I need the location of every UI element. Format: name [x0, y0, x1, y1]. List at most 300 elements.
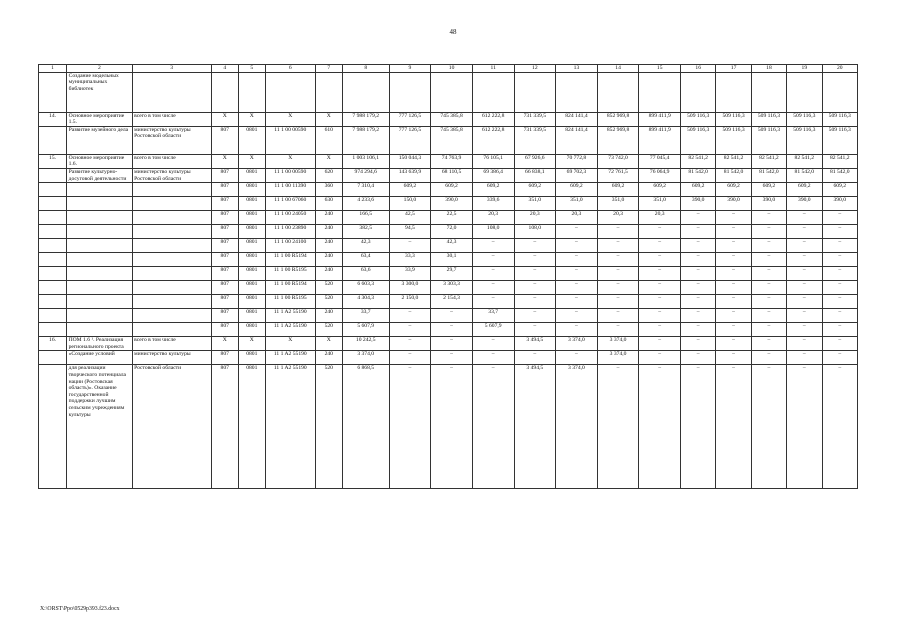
row-number-cell: 16. [39, 337, 67, 351]
year-amount-cell: 66 838,1 [514, 168, 556, 182]
year-amount-cell: – [822, 211, 858, 225]
total-amount-cell: 7 988 179,2 [342, 126, 389, 154]
year-amount-cell: – [389, 337, 431, 351]
code-expense-type-cell: 240 [315, 211, 342, 225]
year-amount-cell: 509 116,3 [751, 112, 786, 126]
executor-cell [132, 72, 211, 112]
year-amount-cell: – [472, 267, 514, 281]
executor-cell [132, 239, 211, 253]
total-amount-cell: 974 294,6 [342, 168, 389, 182]
year-amount-cell: 150 044,3 [389, 154, 431, 168]
code-expense-type-cell: 520 [315, 323, 342, 337]
year-amount-cell: 82 541,2 [751, 154, 786, 168]
total-amount-cell: 166,5 [342, 211, 389, 225]
code-section-cell: 0801 [238, 239, 265, 253]
year-amount-cell: 20,3 [639, 211, 681, 225]
row-number-cell [39, 126, 67, 154]
total-amount-cell: 7 310,4 [342, 183, 389, 197]
year-amount-cell: 72 761,5 [597, 168, 639, 182]
executor-cell: всего в том числе [132, 112, 211, 126]
column-number-cell: 11 [472, 65, 514, 73]
year-amount-cell: – [822, 295, 858, 309]
column-number-cell: 3 [132, 65, 211, 73]
year-amount-cell: 3 374,0 [556, 365, 598, 489]
code-grbs-cell: 807 [211, 126, 238, 154]
year-amount-cell: 509 116,3 [822, 112, 858, 126]
measure-name-cell [67, 323, 133, 337]
year-amount-cell: 609,2 [639, 183, 681, 197]
year-amount-cell: – [514, 267, 556, 281]
code-target-article-cell: X [265, 337, 315, 351]
column-number-cell: 13 [556, 65, 598, 73]
year-amount-cell: 3 494,5 [514, 337, 556, 351]
year-amount-cell: – [431, 309, 473, 323]
total-amount-cell: 42,3 [342, 239, 389, 253]
column-number-cell: 19 [787, 65, 822, 73]
year-amount-cell: 42,5 [389, 211, 431, 225]
code-target-article-cell: 11 1 A2 55190 [265, 365, 315, 489]
year-amount-cell: 509 116,3 [716, 126, 751, 154]
year-amount-cell: – [639, 267, 681, 281]
measure-name-cell [67, 239, 133, 253]
year-amount-cell: 509 116,3 [787, 126, 822, 154]
year-amount-cell [556, 72, 598, 112]
year-amount-cell: 72,0 [431, 225, 473, 239]
year-amount-cell: 509 116,3 [787, 112, 822, 126]
year-amount-cell: 609,2 [751, 183, 786, 197]
year-amount-cell: 351,0 [514, 197, 556, 211]
total-amount-cell: 382,5 [342, 225, 389, 239]
year-amount-cell: 609,2 [716, 183, 751, 197]
column-number-cell: 16 [681, 65, 716, 73]
code-grbs-cell: 807 [211, 197, 238, 211]
measure-name-cell [67, 225, 133, 239]
code-target-article-cell: 11 1 A2 55190 [265, 323, 315, 337]
year-amount-cell: – [389, 365, 431, 489]
year-amount-cell: 612 222,8 [472, 126, 514, 154]
year-amount-cell: 351,0 [556, 197, 598, 211]
table-row [39, 295, 858, 309]
year-amount-cell: – [822, 253, 858, 267]
year-amount-cell: 390,0 [431, 197, 473, 211]
year-amount-cell: 509 116,3 [822, 126, 858, 154]
code-expense-type-cell: 520 [315, 295, 342, 309]
row-number-cell [39, 211, 67, 225]
year-amount-cell: 76 064,9 [639, 168, 681, 182]
year-amount-cell: 3 300,0 [389, 281, 431, 295]
measure-name-cell: Основное мероприятие 1.6. [67, 154, 133, 168]
measure-name-cell [67, 309, 133, 323]
code-target-article-cell: X [265, 154, 315, 168]
measure-name-cell [67, 281, 133, 295]
year-amount-cell: 20,3 [556, 211, 598, 225]
executor-cell [132, 183, 211, 197]
year-amount-cell: 609,2 [681, 183, 716, 197]
year-amount-cell: 609,2 [389, 183, 431, 197]
year-amount-cell: – [639, 281, 681, 295]
year-amount-cell: – [514, 253, 556, 267]
code-target-article-cell: 11 1 A2 55190 [265, 309, 315, 323]
total-amount-cell: 63,4 [342, 253, 389, 267]
year-amount-cell: – [716, 295, 751, 309]
year-amount-cell: 390,0 [787, 197, 822, 211]
code-grbs-cell [211, 72, 238, 112]
year-amount-cell: 143 639,9 [389, 168, 431, 182]
row-number-cell [39, 239, 67, 253]
year-amount-cell: 150,0 [389, 197, 431, 211]
year-amount-cell: – [751, 267, 786, 281]
total-amount-cell: 6 603,3 [342, 281, 389, 295]
code-section-cell: 0801 [238, 295, 265, 309]
year-amount-cell: – [514, 295, 556, 309]
year-amount-cell: 731 339,5 [514, 112, 556, 126]
year-amount-cell: – [556, 309, 598, 323]
row-number-cell [39, 168, 67, 182]
year-amount-cell: 609,2 [597, 183, 639, 197]
year-amount-cell: – [787, 323, 822, 337]
year-amount-cell: – [787, 267, 822, 281]
table-row [39, 267, 858, 281]
total-amount-cell: 3 374,0 [342, 351, 389, 365]
year-amount-cell: – [787, 337, 822, 351]
year-amount-cell: 777 126,5 [389, 112, 431, 126]
year-amount-cell: – [514, 281, 556, 295]
year-amount-cell: – [472, 281, 514, 295]
table-row [39, 197, 858, 211]
year-amount-cell: 81 542,0 [716, 168, 751, 182]
year-amount-cell: – [751, 351, 786, 365]
row-number-cell: 14. [39, 112, 67, 126]
year-amount-cell: – [556, 351, 598, 365]
year-amount-cell: – [716, 281, 751, 295]
code-expense-type-cell: X [315, 112, 342, 126]
year-amount-cell: – [514, 239, 556, 253]
year-amount-cell: – [639, 351, 681, 365]
year-amount-cell: – [597, 253, 639, 267]
code-target-article-cell: 11 1 00 R5195 [265, 267, 315, 281]
year-amount-cell: – [597, 225, 639, 239]
column-number-cell: 17 [716, 65, 751, 73]
year-amount-cell: – [787, 225, 822, 239]
code-expense-type-cell: 620 [315, 168, 342, 182]
year-amount-cell: – [639, 295, 681, 309]
year-amount-cell: – [751, 225, 786, 239]
table-row [39, 323, 858, 337]
year-amount-cell: 33,9 [389, 267, 431, 281]
total-amount-cell: 33,7 [342, 309, 389, 323]
measure-name-cell [67, 197, 133, 211]
year-amount-cell: – [716, 211, 751, 225]
year-amount-cell: 2 154,3 [431, 295, 473, 309]
code-section-cell: 0801 [238, 225, 265, 239]
year-amount-cell: 3 494,5 [514, 365, 556, 489]
table-row [39, 154, 858, 168]
code-expense-type-cell: 240 [315, 253, 342, 267]
measure-name-cell: «Создание условий [67, 351, 133, 365]
code-grbs-cell: 807 [211, 309, 238, 323]
code-section-cell: 0801 [238, 183, 265, 197]
year-amount-cell: – [822, 267, 858, 281]
year-amount-cell: – [514, 323, 556, 337]
total-amount-cell: 7 988 179,2 [342, 112, 389, 126]
year-amount-cell: – [716, 309, 751, 323]
table-row [39, 351, 858, 365]
executor-cell: министерство культуры [132, 351, 211, 365]
column-number-cell: 7 [315, 65, 342, 73]
year-amount-cell: 42,3 [431, 239, 473, 253]
year-amount-cell: – [787, 351, 822, 365]
year-amount-cell: 609,2 [431, 183, 473, 197]
year-amount-cell: – [716, 323, 751, 337]
code-grbs-cell: X [211, 154, 238, 168]
code-expense-type-cell: 630 [315, 197, 342, 211]
code-section-cell [238, 72, 265, 112]
year-amount-cell: – [751, 365, 786, 489]
year-amount-cell: – [639, 365, 681, 489]
year-amount-cell: – [681, 337, 716, 351]
executor-cell [132, 197, 211, 211]
year-amount-cell: – [597, 365, 639, 489]
column-number-cell: 6 [265, 65, 315, 73]
year-amount-cell: – [639, 239, 681, 253]
executor-cell: Ростовской области [132, 365, 211, 489]
year-amount-cell: 81 542,0 [751, 168, 786, 182]
year-amount-cell: – [716, 337, 751, 351]
column-number-cell: 4 [211, 65, 238, 73]
row-number-cell: 15. [39, 154, 67, 168]
year-amount-cell: – [681, 281, 716, 295]
code-expense-type-cell: 240 [315, 239, 342, 253]
year-amount-cell: – [751, 309, 786, 323]
year-amount-cell: – [787, 365, 822, 489]
executor-cell: министерство культуры Ростовской области [132, 126, 211, 154]
year-amount-cell: – [431, 337, 473, 351]
year-amount-cell: – [431, 323, 473, 337]
year-amount-cell: – [822, 281, 858, 295]
code-grbs-cell: X [211, 112, 238, 126]
total-amount-cell: 1 003 106,1 [342, 154, 389, 168]
executor-cell [132, 281, 211, 295]
budget-table [38, 64, 858, 489]
year-amount-cell: 609,2 [556, 183, 598, 197]
year-amount-cell: – [822, 351, 858, 365]
year-amount-cell: – [389, 309, 431, 323]
year-amount-cell: – [822, 323, 858, 337]
year-amount-cell [716, 72, 751, 112]
year-amount-cell: – [716, 267, 751, 281]
column-number-cell: 18 [751, 65, 786, 73]
executor-cell [132, 323, 211, 337]
year-amount-cell: – [597, 267, 639, 281]
executor-cell [132, 309, 211, 323]
executor-cell: министерство культуры Ростовской области [132, 168, 211, 182]
code-grbs-cell: X [211, 337, 238, 351]
year-amount-cell: – [787, 239, 822, 253]
year-amount-cell: – [751, 323, 786, 337]
code-grbs-cell: 807 [211, 351, 238, 365]
year-amount-cell: – [597, 309, 639, 323]
year-amount-cell: 852 969,8 [597, 112, 639, 126]
year-amount-cell: – [556, 225, 598, 239]
measure-name-cell [67, 295, 133, 309]
year-amount-cell: 777 126,5 [389, 126, 431, 154]
year-amount-cell: 509 116,3 [751, 126, 786, 154]
year-amount-cell: 30,1 [431, 253, 473, 267]
year-amount-cell: 77 045,4 [639, 154, 681, 168]
column-number-cell: 2 [67, 65, 133, 73]
year-amount-cell: 609,2 [472, 183, 514, 197]
code-grbs-cell: 807 [211, 281, 238, 295]
code-grbs-cell: 807 [211, 267, 238, 281]
year-amount-cell: – [751, 211, 786, 225]
column-number-cell: 8 [342, 65, 389, 73]
year-amount-cell: 20,3 [514, 211, 556, 225]
measure-name-cell: Создание модельных муниципальных библиотек [67, 72, 133, 112]
total-amount-cell: 5 607,9 [342, 323, 389, 337]
year-amount-cell: 33,3 [389, 253, 431, 267]
code-target-article-cell: 11 1 00 00590 [265, 126, 315, 154]
year-amount-cell: – [751, 295, 786, 309]
year-amount-cell: – [681, 225, 716, 239]
year-amount-cell: – [639, 253, 681, 267]
measure-name-cell: ПОМ 1.6 ¹. Реализация регионального проекта [67, 337, 133, 351]
year-amount-cell: 351,0 [597, 197, 639, 211]
code-target-article-cell: X [265, 112, 315, 126]
year-amount-cell: 899 411,9 [639, 126, 681, 154]
column-number-row [39, 65, 858, 73]
year-amount-cell: 339,6 [472, 197, 514, 211]
year-amount-cell: – [472, 253, 514, 267]
column-number-cell: 14 [597, 65, 639, 73]
year-amount-cell: – [514, 351, 556, 365]
total-amount-cell: 4 233,6 [342, 197, 389, 211]
year-amount-cell: 390,0 [681, 197, 716, 211]
code-expense-type-cell: 610 [315, 126, 342, 154]
year-amount-cell [787, 72, 822, 112]
year-amount-cell: 390,0 [751, 197, 786, 211]
table-row [39, 168, 858, 182]
table-row [39, 253, 858, 267]
year-amount-cell: 745 385,8 [431, 112, 473, 126]
total-amount-cell: 4 304,3 [342, 295, 389, 309]
column-number-cell: 9 [389, 65, 431, 73]
code-target-article-cell: 11 1 00 R5195 [265, 295, 315, 309]
year-amount-cell: – [681, 295, 716, 309]
year-amount-cell: – [822, 239, 858, 253]
code-target-article-cell: 11 1 00 R5194 [265, 253, 315, 267]
column-number-cell: 1 [39, 65, 67, 73]
code-section-cell: 0801 [238, 253, 265, 267]
code-section-cell: X [238, 337, 265, 351]
row-number-cell [39, 183, 67, 197]
code-grbs-cell: 807 [211, 239, 238, 253]
year-amount-cell: – [751, 337, 786, 351]
year-amount-cell: – [681, 267, 716, 281]
total-amount-cell: 6 868,5 [342, 365, 389, 489]
code-section-cell: 0801 [238, 211, 265, 225]
year-amount-cell: – [716, 365, 751, 489]
row-number-cell [39, 72, 67, 112]
row-number-cell [39, 281, 67, 295]
year-amount-cell: – [472, 351, 514, 365]
table-row [39, 211, 858, 225]
total-amount-cell [342, 72, 389, 112]
measure-name-cell: Основное мероприятие 1.5. [67, 112, 133, 126]
year-amount-cell: – [787, 281, 822, 295]
year-amount-cell: – [431, 365, 473, 489]
year-amount-cell: 731 339,5 [514, 126, 556, 154]
code-target-article-cell [265, 72, 315, 112]
measure-name-cell [67, 211, 133, 225]
year-amount-cell: – [681, 365, 716, 489]
code-grbs-cell: 807 [211, 211, 238, 225]
year-amount-cell: – [681, 309, 716, 323]
code-target-article-cell: 11 1 00 00590 [265, 168, 315, 182]
year-amount-cell: – [597, 323, 639, 337]
year-amount-cell: 609,2 [787, 183, 822, 197]
code-section-cell: 0801 [238, 281, 265, 295]
year-amount-cell: – [389, 239, 431, 253]
code-grbs-cell: 807 [211, 253, 238, 267]
code-grbs-cell: 807 [211, 365, 238, 489]
year-amount-cell: 612 222,8 [472, 112, 514, 126]
year-amount-cell: 67 926,6 [514, 154, 556, 168]
year-amount-cell: 5 607,9 [472, 323, 514, 337]
executor-cell [132, 295, 211, 309]
year-amount-cell: 351,0 [639, 197, 681, 211]
year-amount-cell: 82 541,2 [681, 154, 716, 168]
year-amount-cell: 3 303,3 [431, 281, 473, 295]
code-expense-type-cell: 360 [315, 183, 342, 197]
year-amount-cell: – [787, 211, 822, 225]
code-target-article-cell: 11 1 00 R5194 [265, 281, 315, 295]
code-target-article-cell: 11 1 00 23890 [265, 225, 315, 239]
code-expense-type-cell: 520 [315, 365, 342, 489]
year-amount-cell: – [751, 239, 786, 253]
measure-name-cell [67, 267, 133, 281]
table-row [39, 239, 858, 253]
year-amount-cell: 33,7 [472, 309, 514, 323]
executor-cell [132, 225, 211, 239]
year-amount-cell: – [822, 337, 858, 351]
year-amount-cell: 509 116,3 [716, 112, 751, 126]
column-number-cell: 12 [514, 65, 556, 73]
year-amount-cell [389, 72, 431, 112]
year-amount-cell: 824 141,4 [556, 126, 598, 154]
code-section-cell: 0801 [238, 323, 265, 337]
year-amount-cell: – [639, 225, 681, 239]
code-grbs-cell: 807 [211, 168, 238, 182]
table-row [39, 225, 858, 239]
year-amount-cell: – [639, 309, 681, 323]
year-amount-cell: 94,5 [389, 225, 431, 239]
code-section-cell: 0801 [238, 365, 265, 489]
row-number-cell [39, 351, 67, 365]
year-amount-cell [431, 72, 473, 112]
year-amount-cell: 20,3 [597, 211, 639, 225]
year-amount-cell: 509 116,3 [681, 126, 716, 154]
year-amount-cell: – [556, 323, 598, 337]
year-amount-cell: 29,7 [431, 267, 473, 281]
year-amount-cell: 68 110,5 [431, 168, 473, 182]
code-grbs-cell: 807 [211, 323, 238, 337]
year-amount-cell: – [787, 309, 822, 323]
table-row [39, 337, 858, 351]
code-expense-type-cell: X [315, 154, 342, 168]
code-expense-type-cell: X [315, 337, 342, 351]
row-number-cell [39, 295, 67, 309]
year-amount-cell: – [822, 365, 858, 489]
